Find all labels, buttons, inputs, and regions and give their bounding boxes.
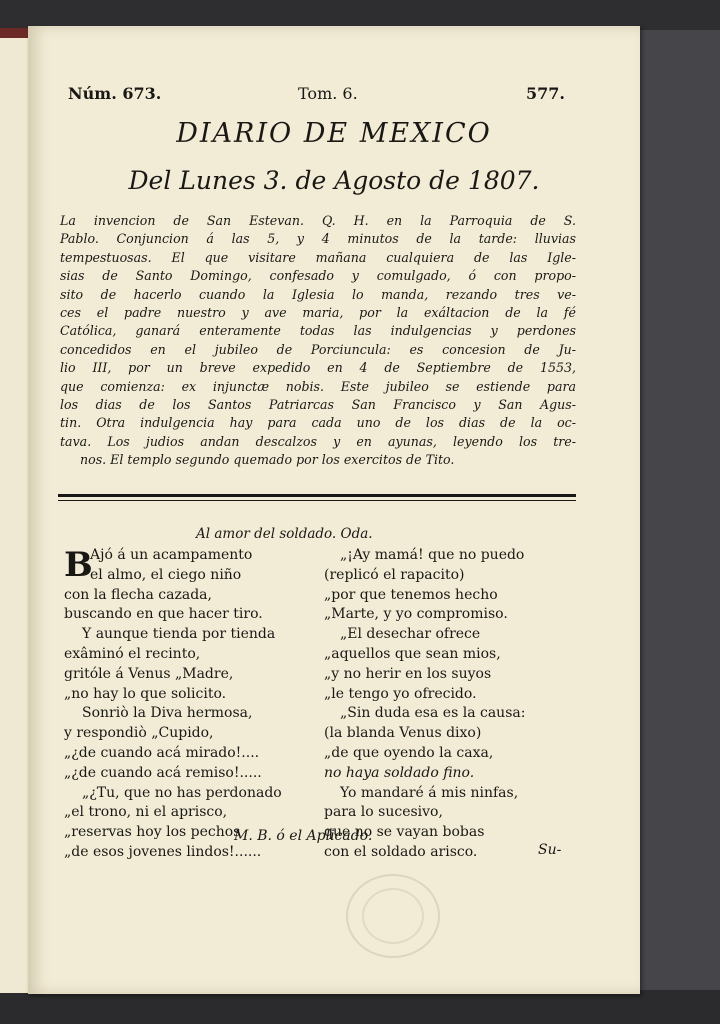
poem-line: (replicó el rapacito) (324, 566, 465, 583)
issue-number: Núm. 673. (68, 84, 162, 103)
poem-line: con el soldado arisco. (324, 843, 478, 860)
poem-line: „El desechar ofrece (340, 626, 481, 643)
poem-line: „Marte, y yo compromiso. (324, 606, 508, 623)
page-number: 577. (526, 84, 565, 103)
intro-line: Pablo. Conjuncion á las 5, y 4 minutos de la tarde: lluvias (60, 231, 576, 247)
intro-line: lio III, por un breve expedido en 4 de Septiembre de 1553, (60, 360, 576, 376)
poem-line: „y no herir en los suyos (324, 665, 492, 682)
poem-line: Yo mandaré á mis ninfas, (340, 784, 519, 801)
poem-line: exâminó el recinto, (64, 645, 201, 662)
intro-line: los dias de los Santos Patriarcas San Francisco y San Agus- (60, 397, 576, 413)
intro-line: La invencion de San Estevan. Q. H. en la Parroquia de S. (60, 213, 576, 228)
poem-line: „¡Ay mamá! que no puedo (340, 547, 525, 563)
section-divider (58, 494, 576, 497)
poem-line: gritóle á Venus „Madre, (64, 665, 234, 682)
drop-cap: B (64, 545, 93, 585)
poem-column-left (64, 546, 334, 863)
poem-line: Ajó á un acampamento (90, 547, 253, 563)
poem-line: „¿de cuando acá remiso!..... (64, 764, 262, 781)
intro-line: que comienza: ex injunctæ nobis. Este jubileo se estiende para (60, 378, 576, 394)
poem-line: y respondiò „Cupido, (64, 725, 214, 742)
poem-line: „de que oyendo la caxa, (324, 744, 494, 761)
issue-date: Del Lunes 3. de Agosto de 1807. (128, 166, 540, 195)
poem-line: „le tengo yo ofrecido. (324, 685, 477, 702)
previous-page-edge (0, 38, 30, 993)
intro-paragraph (60, 212, 576, 470)
newspaper-page (28, 26, 640, 994)
intro-line: ces el padre nuestro y ave maria, por la exáltacion de la fé (60, 305, 576, 321)
library-stamp (346, 874, 440, 958)
catchword: Su- (538, 842, 562, 858)
book-cover-edge (640, 30, 720, 1005)
intro-line: Católica, ganará enteramente todas las indulgencias y perdones (60, 323, 576, 339)
poem-title: Al amor del soldado. Oda. (196, 526, 373, 542)
poem-line: Sonriò la Diva hermosa, (82, 705, 253, 722)
poem-line: con la flecha cazada, (64, 586, 212, 603)
intro-line: concedidos en el jubileo de Porciuncula: es concesion de Ju- (60, 341, 576, 357)
poem-line: „el trono, ni el aprisco, (64, 804, 228, 821)
poem-column-right (324, 546, 586, 863)
poem-line: Y aunque tienda por tienda (82, 626, 276, 643)
poem-line: para lo sucesivo, (324, 804, 443, 821)
poem-line: „aquellos que sean mios, (324, 645, 501, 662)
poem-line: que no se vayan bobas (324, 824, 485, 841)
poem-line: buscando en que hacer tiro. (64, 606, 263, 623)
intro-line: tava. Los judios andan descalzos y en ayunas, leyendo los tre- (60, 433, 576, 449)
poem-line: „reservas hoy los pechos (64, 824, 241, 841)
poem-line: „Sin duda esa es la causa: (340, 705, 526, 722)
intro-line: nos. El templo segundo quemado por los exercitos de Tito. (80, 452, 455, 468)
poem-line: „¿de cuando acá mirado!.... (64, 744, 260, 761)
poem-line: „de esos jovenes lindos!...... (64, 843, 262, 860)
intro-line: tempestuosas. El que visitare mañana cualquiera de las Igle- (60, 249, 576, 265)
tome-number: Tom. 6. (298, 84, 358, 103)
section-divider-thin (58, 500, 576, 501)
poem-line: no haya soldado fino. (324, 764, 475, 781)
poem-line: „no hay lo que solicito. (64, 685, 227, 702)
poem-line: (la blanda Venus dixo) (324, 725, 482, 742)
poem-line: „¿Tu, que no has perdonado (82, 784, 282, 801)
background-bottom (0, 990, 720, 1024)
newspaper-title: DIARIO DE MEXICO (176, 118, 492, 149)
poem-line: „por que tenemos hecho (324, 586, 498, 603)
intro-line: sias de Santo Domingo, confesado y comulgado, ó con propo- (60, 268, 576, 284)
poem-line: el almo, el ciego niño (90, 566, 242, 583)
intro-line: sito de hacerlo cuando la Iglesia lo manda, rezando tres ve- (60, 286, 576, 302)
poem-signature: M. B. ó el Aplicado. (234, 828, 373, 844)
intro-line: tin. Otra indulgencia hay para cada uno de los dias de la oc- (60, 415, 576, 431)
